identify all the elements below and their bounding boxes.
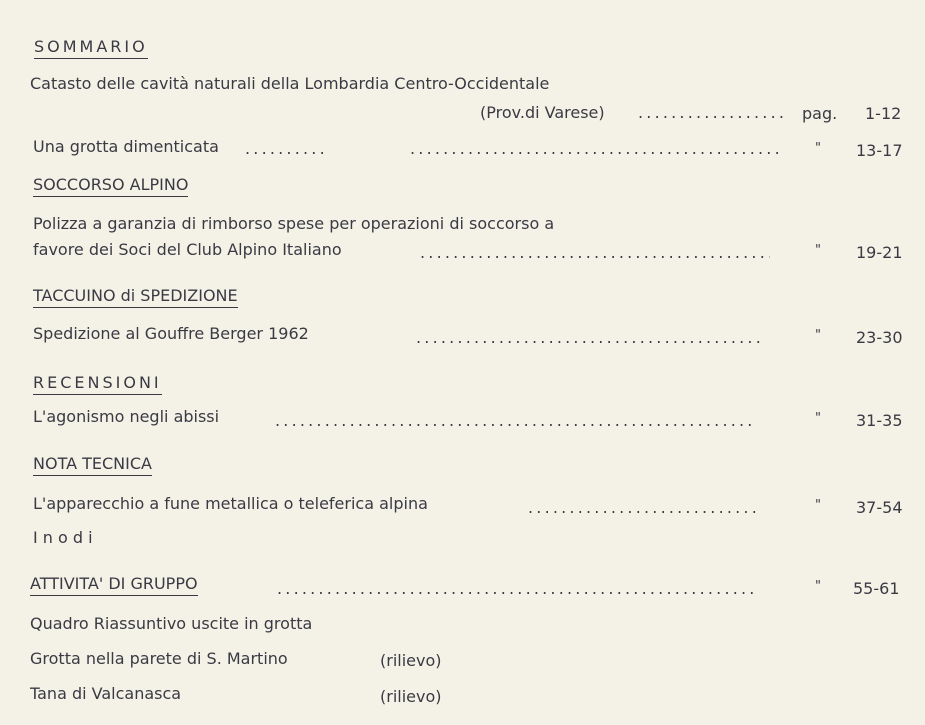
list-item: Quadro Riassuntivo uscite in grotta <box>30 614 313 633</box>
ditto-mark: " <box>815 411 821 426</box>
leader-dots <box>420 243 770 263</box>
entry-catasto-line1: Catasto delle cavità naturali della Lombardia Centro-Occidentale <box>30 74 550 93</box>
list-item-note: (rilievo) <box>380 651 442 670</box>
leader-dots <box>410 139 780 159</box>
entry-soccorso-line2: favore dei Soci del Club Alpino Italiano <box>33 240 342 259</box>
leader-dots <box>277 579 755 599</box>
section-heading-soccorso: SOCCORSO ALPINO <box>33 175 188 197</box>
leader-dots <box>638 103 783 123</box>
entry-nodi: I n o d i <box>33 528 93 547</box>
leader-dots <box>275 411 755 431</box>
ditto-mark: " <box>815 328 821 343</box>
ditto-mark: " <box>815 498 821 513</box>
leader-dots <box>528 498 756 518</box>
ditto-mark: " <box>815 141 821 156</box>
section-heading-attivita: ATTIVITA' DI GRUPPO <box>30 574 198 596</box>
list-item-note: (rilievo) <box>380 687 442 706</box>
section-heading-recensioni: RECENSIONI <box>33 373 162 395</box>
ditto-mark: " <box>815 243 821 258</box>
page-number: 55-61 <box>853 579 900 598</box>
section-heading-taccuino: TACCUINO di SPEDIZIONE <box>33 286 238 308</box>
pag-label: pag. <box>802 104 838 123</box>
page-number: 37-54 <box>856 498 903 517</box>
entry-grotta-dimenticata: Una grotta dimenticata <box>33 137 219 156</box>
entry-nota-tecnica: L'apparecchio a fune metallica o teleferica alpina <box>33 494 428 513</box>
page-number: 19-21 <box>856 243 903 262</box>
page-number: 31-35 <box>856 411 903 430</box>
ditto-mark: " <box>815 579 821 594</box>
entry-soccorso-line1: Polizza a garanzia di rimborso spese per operazioni di soccorso a <box>33 214 555 233</box>
entry-catasto-line2: (Prov.di Varese) <box>480 103 605 122</box>
page-title: SOMMARIO <box>34 37 148 59</box>
list-item: Grotta nella parete di S. Martino <box>30 649 288 668</box>
leader-dots <box>245 139 325 159</box>
entry-recensioni: L'agonismo negli abissi <box>33 407 220 426</box>
leader-dots <box>416 328 761 348</box>
list-item: Tana di Valcanasca <box>30 684 182 703</box>
entry-taccuino: Spedizione al Gouffre Berger 1962 <box>33 324 309 343</box>
page-number: 1-12 <box>865 104 902 123</box>
page-number: 13-17 <box>856 141 903 160</box>
section-heading-nota-tecnica: NOTA TECNICA <box>33 454 152 476</box>
page-number: 23-30 <box>856 328 903 347</box>
